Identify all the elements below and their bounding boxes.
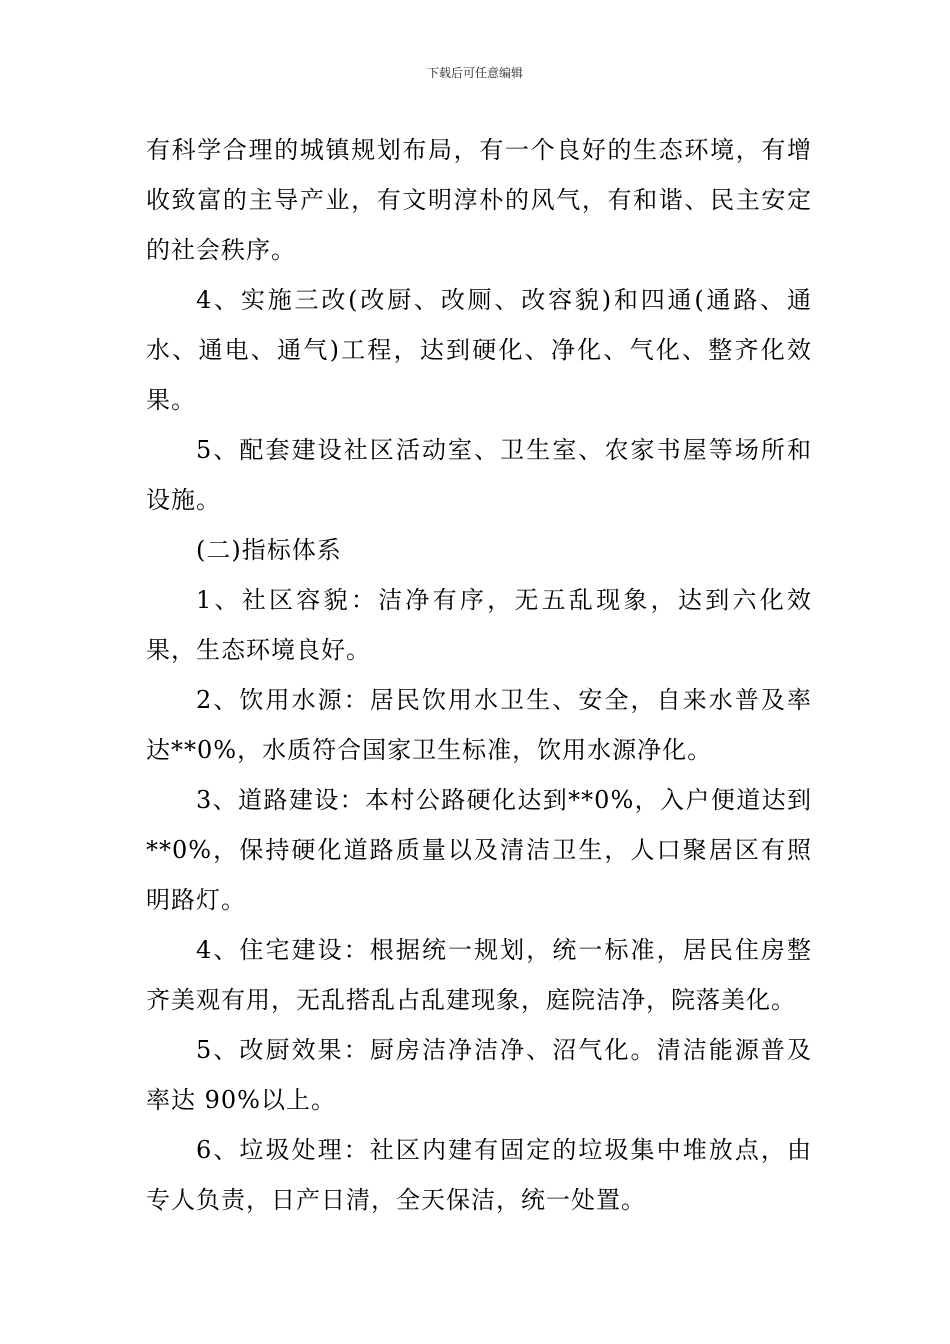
paragraph-indicator-6-garbage: 6、垃圾处理：社区内建有固定的垃圾集中堆放点，由专人负责，日产日清，全天保洁，统一处置。 [146, 1136, 812, 1214]
paragraph-intro-continued: 有科学合理的城镇规划布局，有一个良好的生态环境，有增收致富的主导产业，有文明淳朴的风气，有和谐、民主安定的社会秩序。 [146, 136, 812, 264]
paragraph-indicator-2-water: 2、饮用水源：居民饮用水卫生、安全，自来水普及率达**0%，水质符合国家卫生标准，饮用水源净化。 [146, 686, 812, 764]
paragraph-item-5-facilities: 5、配套建设社区活动室、卫生室、农家书屋等场所和设施。 [146, 436, 812, 514]
paragraph-indicator-3-roads: 3、道路建设：本村公路硬化达到**0%，入户便道达到**0%，保持硬化道路质量以及清洁卫生，人口聚居区有照明路灯。 [146, 786, 812, 914]
page-header: 下载后可任意编辑 [426, 66, 523, 80]
paragraph-item-4-three-reforms: 4、实施三改(改厨、改厕、改容貌)和四通(通路、通水、通电、通气)工程，达到硬化、净化、气化、整齐化效果。 [146, 286, 812, 414]
paragraph-indicator-4-housing: 4、住宅建设：根据统一规划，统一标准，居民住房整齐美观有用，无乱搭乱占乱建现象，庭院洁净，院落美化。 [146, 936, 812, 1014]
document-body [146, 125, 812, 1225]
section-heading-indicator-system: (二)指标体系 [196, 536, 342, 564]
paragraph-indicator-1-appearance: 1、社区容貌：洁净有序，无五乱现象，达到六化效果，生态环境良好。 [146, 586, 812, 664]
paragraph-indicator-5-kitchen: 5、改厨效果：厨房洁净洁净、沼气化。清洁能源普及率达 90%以上。 [146, 1036, 812, 1114]
